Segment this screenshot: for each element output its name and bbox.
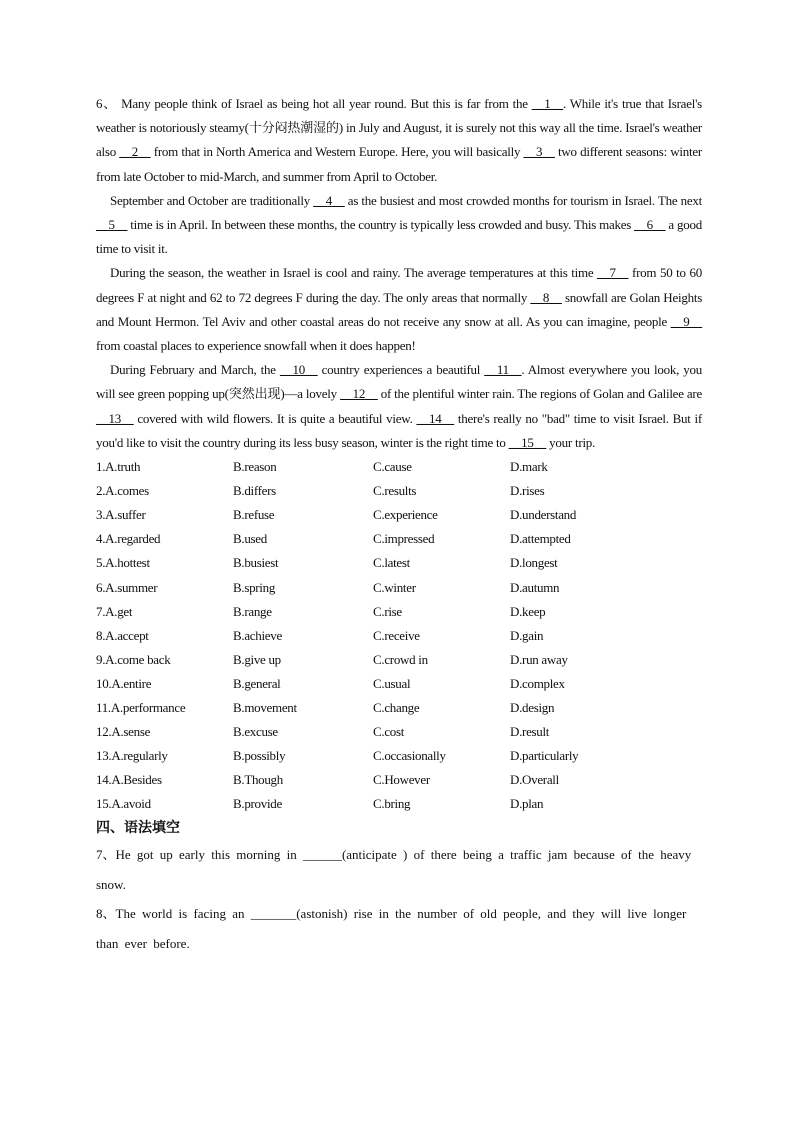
option-row (96, 576, 702, 600)
option-row (96, 768, 702, 792)
document-page (96, 92, 702, 958)
section-title: 四、语法填空 (96, 820, 180, 837)
blank-4: __4__ (313, 192, 345, 208)
option-choice: B.reason (233, 459, 277, 475)
option-choice: B.spring (233, 579, 276, 595)
option-choice: B.used (233, 531, 267, 547)
option-choice: B.provide (233, 796, 282, 812)
text-segment: from 50 to 60 degrees F at night and 62 to 72 degrees F during the day. The only areas that normally (96, 265, 702, 305)
option-choice: D.understand (510, 507, 577, 523)
option-choice: B.general (233, 675, 281, 691)
option-choice: 14.A.Besides (96, 772, 162, 788)
option-choice: C.cost (373, 724, 405, 740)
option-choice: 6.A.summer (96, 579, 158, 595)
option-choice: D.keep (510, 603, 546, 619)
text-segment: During the season, the weather in Israel is cool and rainy. The average temperatures at this time (110, 265, 598, 281)
answer-blank: ______ (302, 847, 342, 863)
option-row (96, 503, 702, 527)
option-choice: D.plan (510, 796, 544, 812)
option-choice: 1.A.truth (96, 459, 141, 475)
option-choice: 4.A.regarded (96, 531, 161, 547)
option-choice: C.usual (373, 675, 411, 691)
option-choice: C.cause (373, 459, 412, 475)
text-segment: covered with wild flowers. It is quite a beautiful view. (133, 410, 417, 426)
option-choice: D.particularly (510, 748, 579, 764)
option-choice: 9.A.come back (96, 651, 171, 667)
cloze-paragraph-4 (96, 358, 702, 455)
blank-15: __15__ (508, 434, 547, 450)
option-choice: C.experience (373, 507, 438, 523)
option-choice: 15.A.avoid (96, 796, 151, 812)
text-segment: snowfall are Golan Heights and Mount Hermon. Tel Aviv and other coastal areas do not receive any snow at all. As you can imagine, people (96, 289, 702, 329)
blank-1: __1__ (531, 96, 563, 111)
option-row (96, 479, 702, 503)
option-choice: 13.A.regularly (96, 748, 168, 764)
option-choice: 5.A.hottest (96, 555, 150, 571)
option-row (96, 455, 702, 479)
option-choice: D.complex (510, 675, 565, 691)
text-segment: 6、 Many people think of Israel as being hot all year round. But this is far from the (96, 96, 532, 111)
blank-7: __7__ (597, 265, 629, 281)
option-choice: C.latest (373, 555, 410, 571)
option-choice: C.bring (373, 796, 411, 812)
text-segment: . Almost everywhere you look, you will see green popping up(突然出现)—a lovely (96, 362, 702, 402)
option-row (96, 624, 702, 648)
option-choice: C.However (373, 772, 430, 788)
option-choice: D.autumn (510, 579, 560, 595)
option-choice: 2.A.comes (96, 483, 149, 499)
option-row (96, 551, 702, 575)
blank-12: __12__ (340, 386, 378, 402)
option-choice: D.rises (510, 483, 545, 499)
option-choice: B.refuse (233, 507, 275, 523)
option-choice: B.range (233, 603, 272, 619)
option-choice: D.Overall (510, 772, 559, 788)
option-choice: 12.A.sense (96, 724, 151, 740)
blank-8: __8__ (530, 289, 562, 305)
blank-3: __3__ (523, 144, 555, 160)
answer-options-table (96, 455, 702, 816)
option-choice: C.change (373, 699, 420, 715)
question-text: (astonish) rise in the number of old people, and they will live longer than ever before. (96, 906, 687, 951)
text-segment: of the plentiful winter rain. The regions of Golan and Galilee are (377, 386, 702, 402)
blank-2: __2__ (119, 144, 151, 160)
blank-14: __14__ (416, 410, 454, 426)
blank-6: __6__ (634, 217, 666, 233)
text-segment: September and October are traditionally (110, 192, 314, 208)
text-segment: there's really no "bad" time to visit Israel. But if you'd like to visit the country during its less busy season, winter is the right time to (96, 410, 702, 450)
option-choice: C.receive (373, 627, 420, 643)
text-segment: time is in April. In between these months, the country is typically less crowded and busy. This makes (127, 217, 635, 233)
blank-5: __5__ (96, 217, 128, 233)
option-row (96, 744, 702, 768)
option-choice: B.give up (233, 651, 281, 667)
option-row (96, 600, 702, 624)
option-row (96, 720, 702, 744)
option-choice: 8.A.accept (96, 627, 149, 643)
text-segment: from coastal places to experience snowfall when it does happen! (96, 338, 416, 354)
text-segment: from that in North America and Western Europe. Here, you will basically (150, 144, 524, 160)
text-segment: two different seasons: winter from late October to mid-March, and summer from April to October. (96, 144, 702, 184)
blank-10: __10__ (279, 362, 318, 378)
text-segment: a good time to visit it. (96, 217, 702, 257)
option-choice: C.results (373, 483, 417, 499)
option-choice: C.occasionally (373, 748, 446, 764)
option-row (96, 648, 702, 672)
option-choice: 11.A.performance (96, 699, 186, 715)
option-choice: B.busiest (233, 555, 279, 571)
text-segment: your trip. (546, 434, 596, 450)
text-segment: During February and March, the (110, 362, 280, 378)
answer-blank: _______ (250, 906, 297, 922)
text-segment: . While it's true that Israel's weather is notoriously steamy(十分闷热潮湿的) in July and August, it is surely not this way all the time. Israel's weather also (96, 96, 702, 160)
option-choice: B.excuse (233, 724, 278, 740)
option-choice: B.achieve (233, 627, 282, 643)
option-choice: D.design (510, 699, 555, 715)
question-text: (anticipate ) of there being a traffic jam because of the heavy snow. (96, 847, 692, 892)
option-row (96, 792, 702, 816)
question-text: 8、The world is facing an (96, 906, 251, 922)
option-choice: C.rise (373, 603, 402, 619)
text-segment: country experiences a beautiful (317, 362, 485, 378)
option-choice: D.mark (510, 459, 548, 475)
option-choice: D.attempted (510, 531, 571, 547)
option-choice: B.movement (233, 699, 297, 715)
blank-13: __13__ (96, 410, 134, 426)
option-choice: B.differs (233, 483, 276, 499)
blank-11: __11__ (484, 362, 522, 378)
option-choice: 10.A.entire (96, 675, 152, 691)
option-choice: B.Though (233, 772, 283, 788)
cloze-paragraph-3 (96, 261, 702, 358)
option-choice: D.run away (510, 651, 568, 667)
grammar-question-8 (96, 899, 702, 958)
text-segment: as the busiest and most crowded months for tourism in Israel. The next (344, 192, 702, 208)
grammar-question-7 (96, 840, 702, 899)
option-choice: D.result (510, 724, 550, 740)
option-choice: C.impressed (373, 531, 435, 547)
cloze-paragraph-1 (96, 92, 702, 189)
option-row (96, 672, 702, 696)
option-choice: 7.A.get (96, 603, 133, 619)
option-choice: D.gain (510, 627, 544, 643)
option-choice: B.possibly (233, 748, 286, 764)
option-row (96, 696, 702, 720)
cloze-paragraph-2 (96, 189, 702, 262)
option-choice: D.longest (510, 555, 558, 571)
option-choice: C.winter (373, 579, 416, 595)
question-text: 7、He got up early this morning in (96, 847, 303, 863)
option-row (96, 527, 702, 551)
option-choice: 3.A.suffer (96, 507, 146, 523)
blank-9: __9__ (670, 313, 702, 329)
option-choice: C.crowd in (373, 651, 428, 667)
